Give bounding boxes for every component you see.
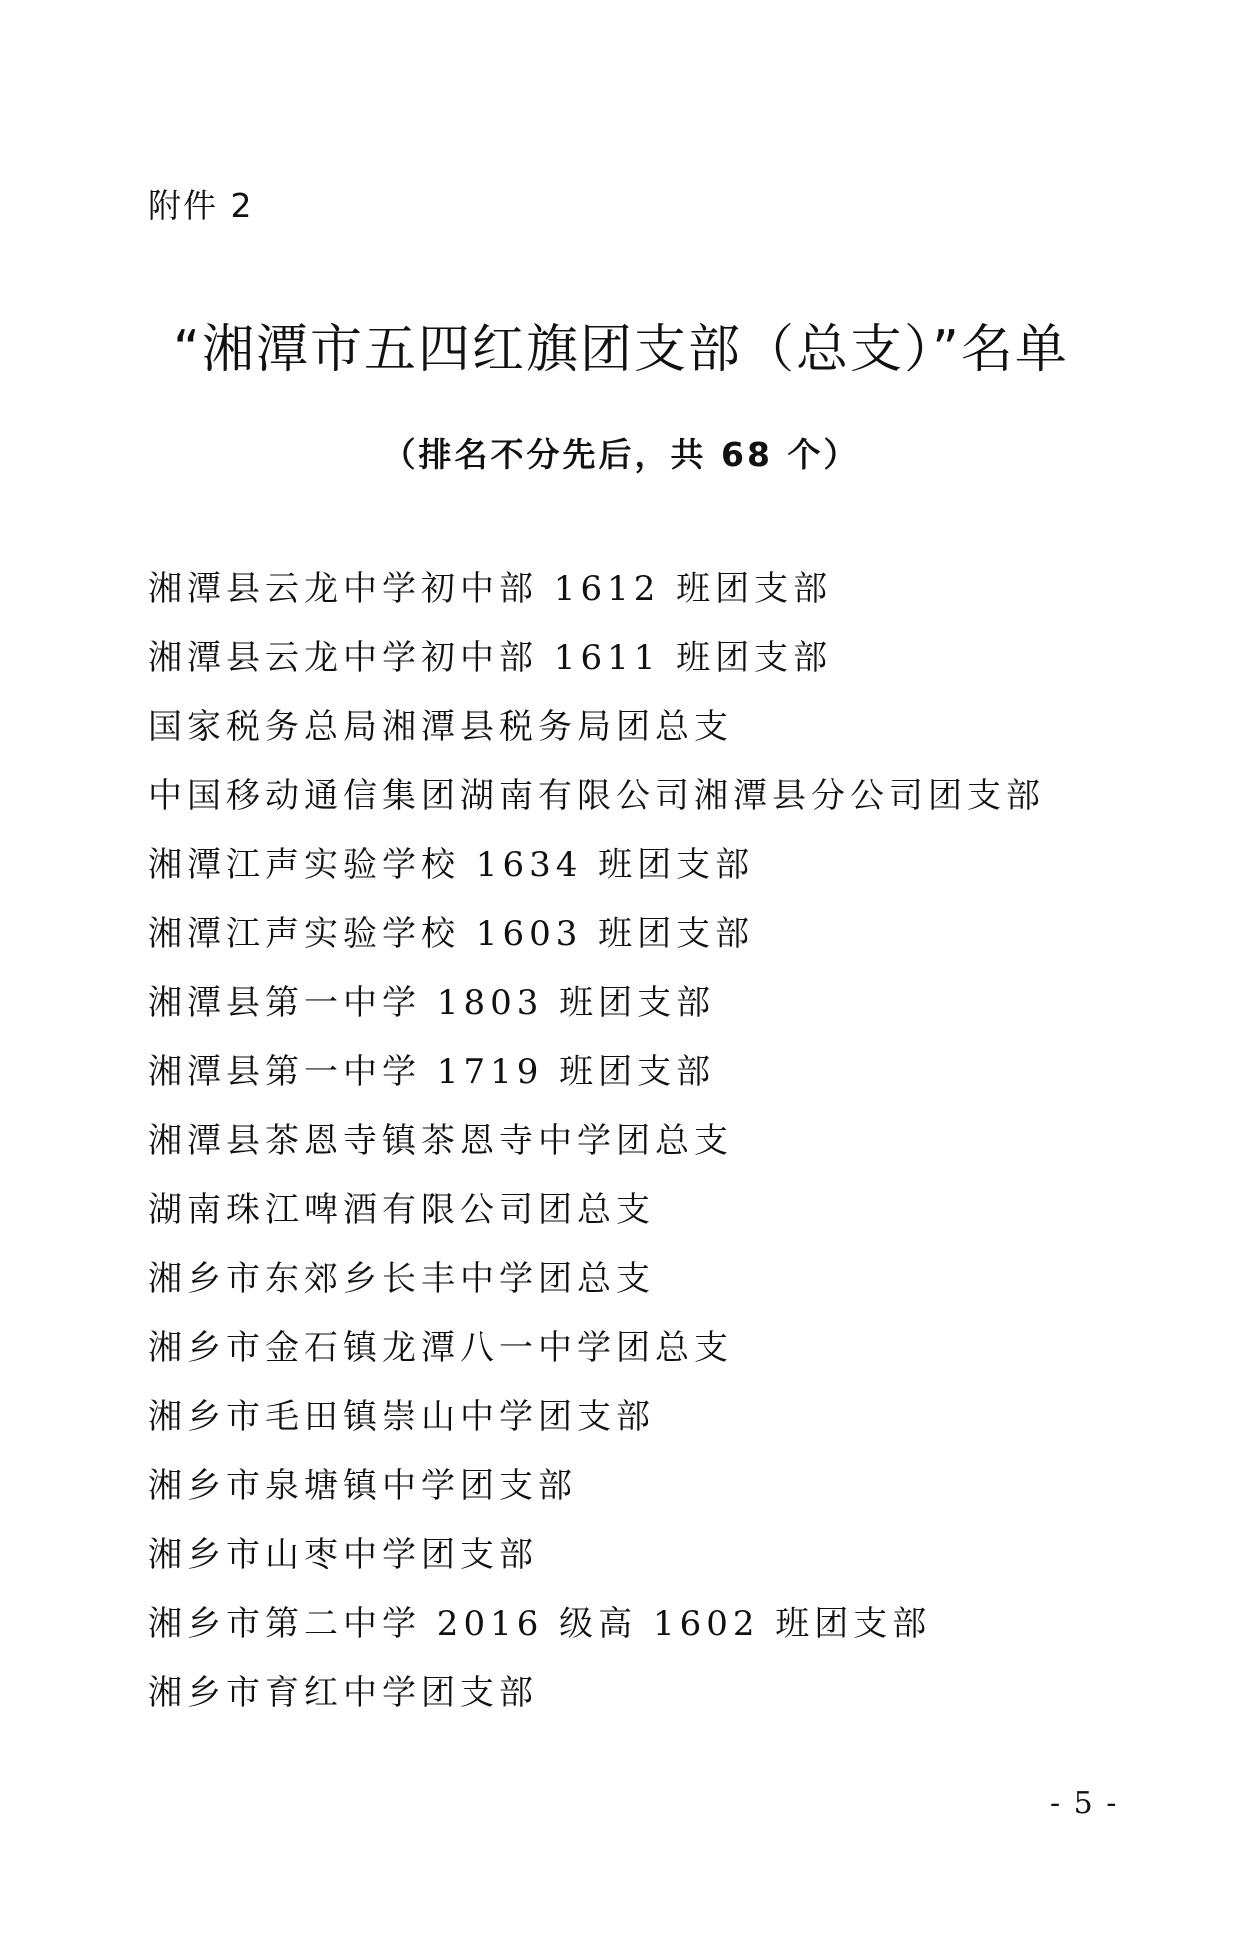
organization-list (148, 564, 1108, 1737)
list-item: 中国移动通信集团湖南有限公司湘潭县分公司团支部 (148, 776, 1045, 816)
document-subtitle: （排名不分先后，共 68 个） (382, 435, 860, 474)
attachment-label: 附件 2 (148, 186, 254, 225)
list-item: 湘乡市金石镇龙潭八一中学团总支 (148, 1328, 733, 1368)
page-number: - 5 - (1050, 1786, 1119, 1821)
list-item: 湘乡市东郊乡长丰中学团总支 (148, 1259, 655, 1299)
list-item: 湘乡市第二中学 2016 级高 1602 班团支部 (148, 1604, 932, 1644)
list-item: 湖南珠江啤酒有限公司团总支 (148, 1190, 655, 1230)
list-item: 湘潭县第一中学 1803 班团支部 (148, 983, 716, 1023)
list-item: 湘潭江声实验学校 1634 班团支部 (148, 845, 755, 885)
list-item: 湘乡市毛田镇崇山中学团支部 (148, 1397, 655, 1437)
list-item: 湘潭县茶恩寺镇茶恩寺中学团总支 (148, 1121, 733, 1161)
list-item: 湘潭县云龙中学初中部 1612 班团支部 (148, 569, 833, 609)
list-item: 湘乡市泉塘镇中学团支部 (148, 1466, 577, 1506)
list-item: 国家税务总局湘潭县税务局团总支 (148, 707, 733, 747)
document-title: “湘潭市五四红旗团支部（总支）”名单 (173, 320, 1069, 380)
list-item: 湘乡市山枣中学团支部 (148, 1535, 538, 1575)
list-item: 湘乡市育红中学团支部 (148, 1673, 538, 1713)
list-item: 湘潭县云龙中学初中部 1611 班团支部 (148, 638, 833, 678)
list-item: 湘潭县第一中学 1719 班团支部 (148, 1052, 716, 1092)
list-item: 湘潭江声实验学校 1603 班团支部 (148, 914, 755, 954)
